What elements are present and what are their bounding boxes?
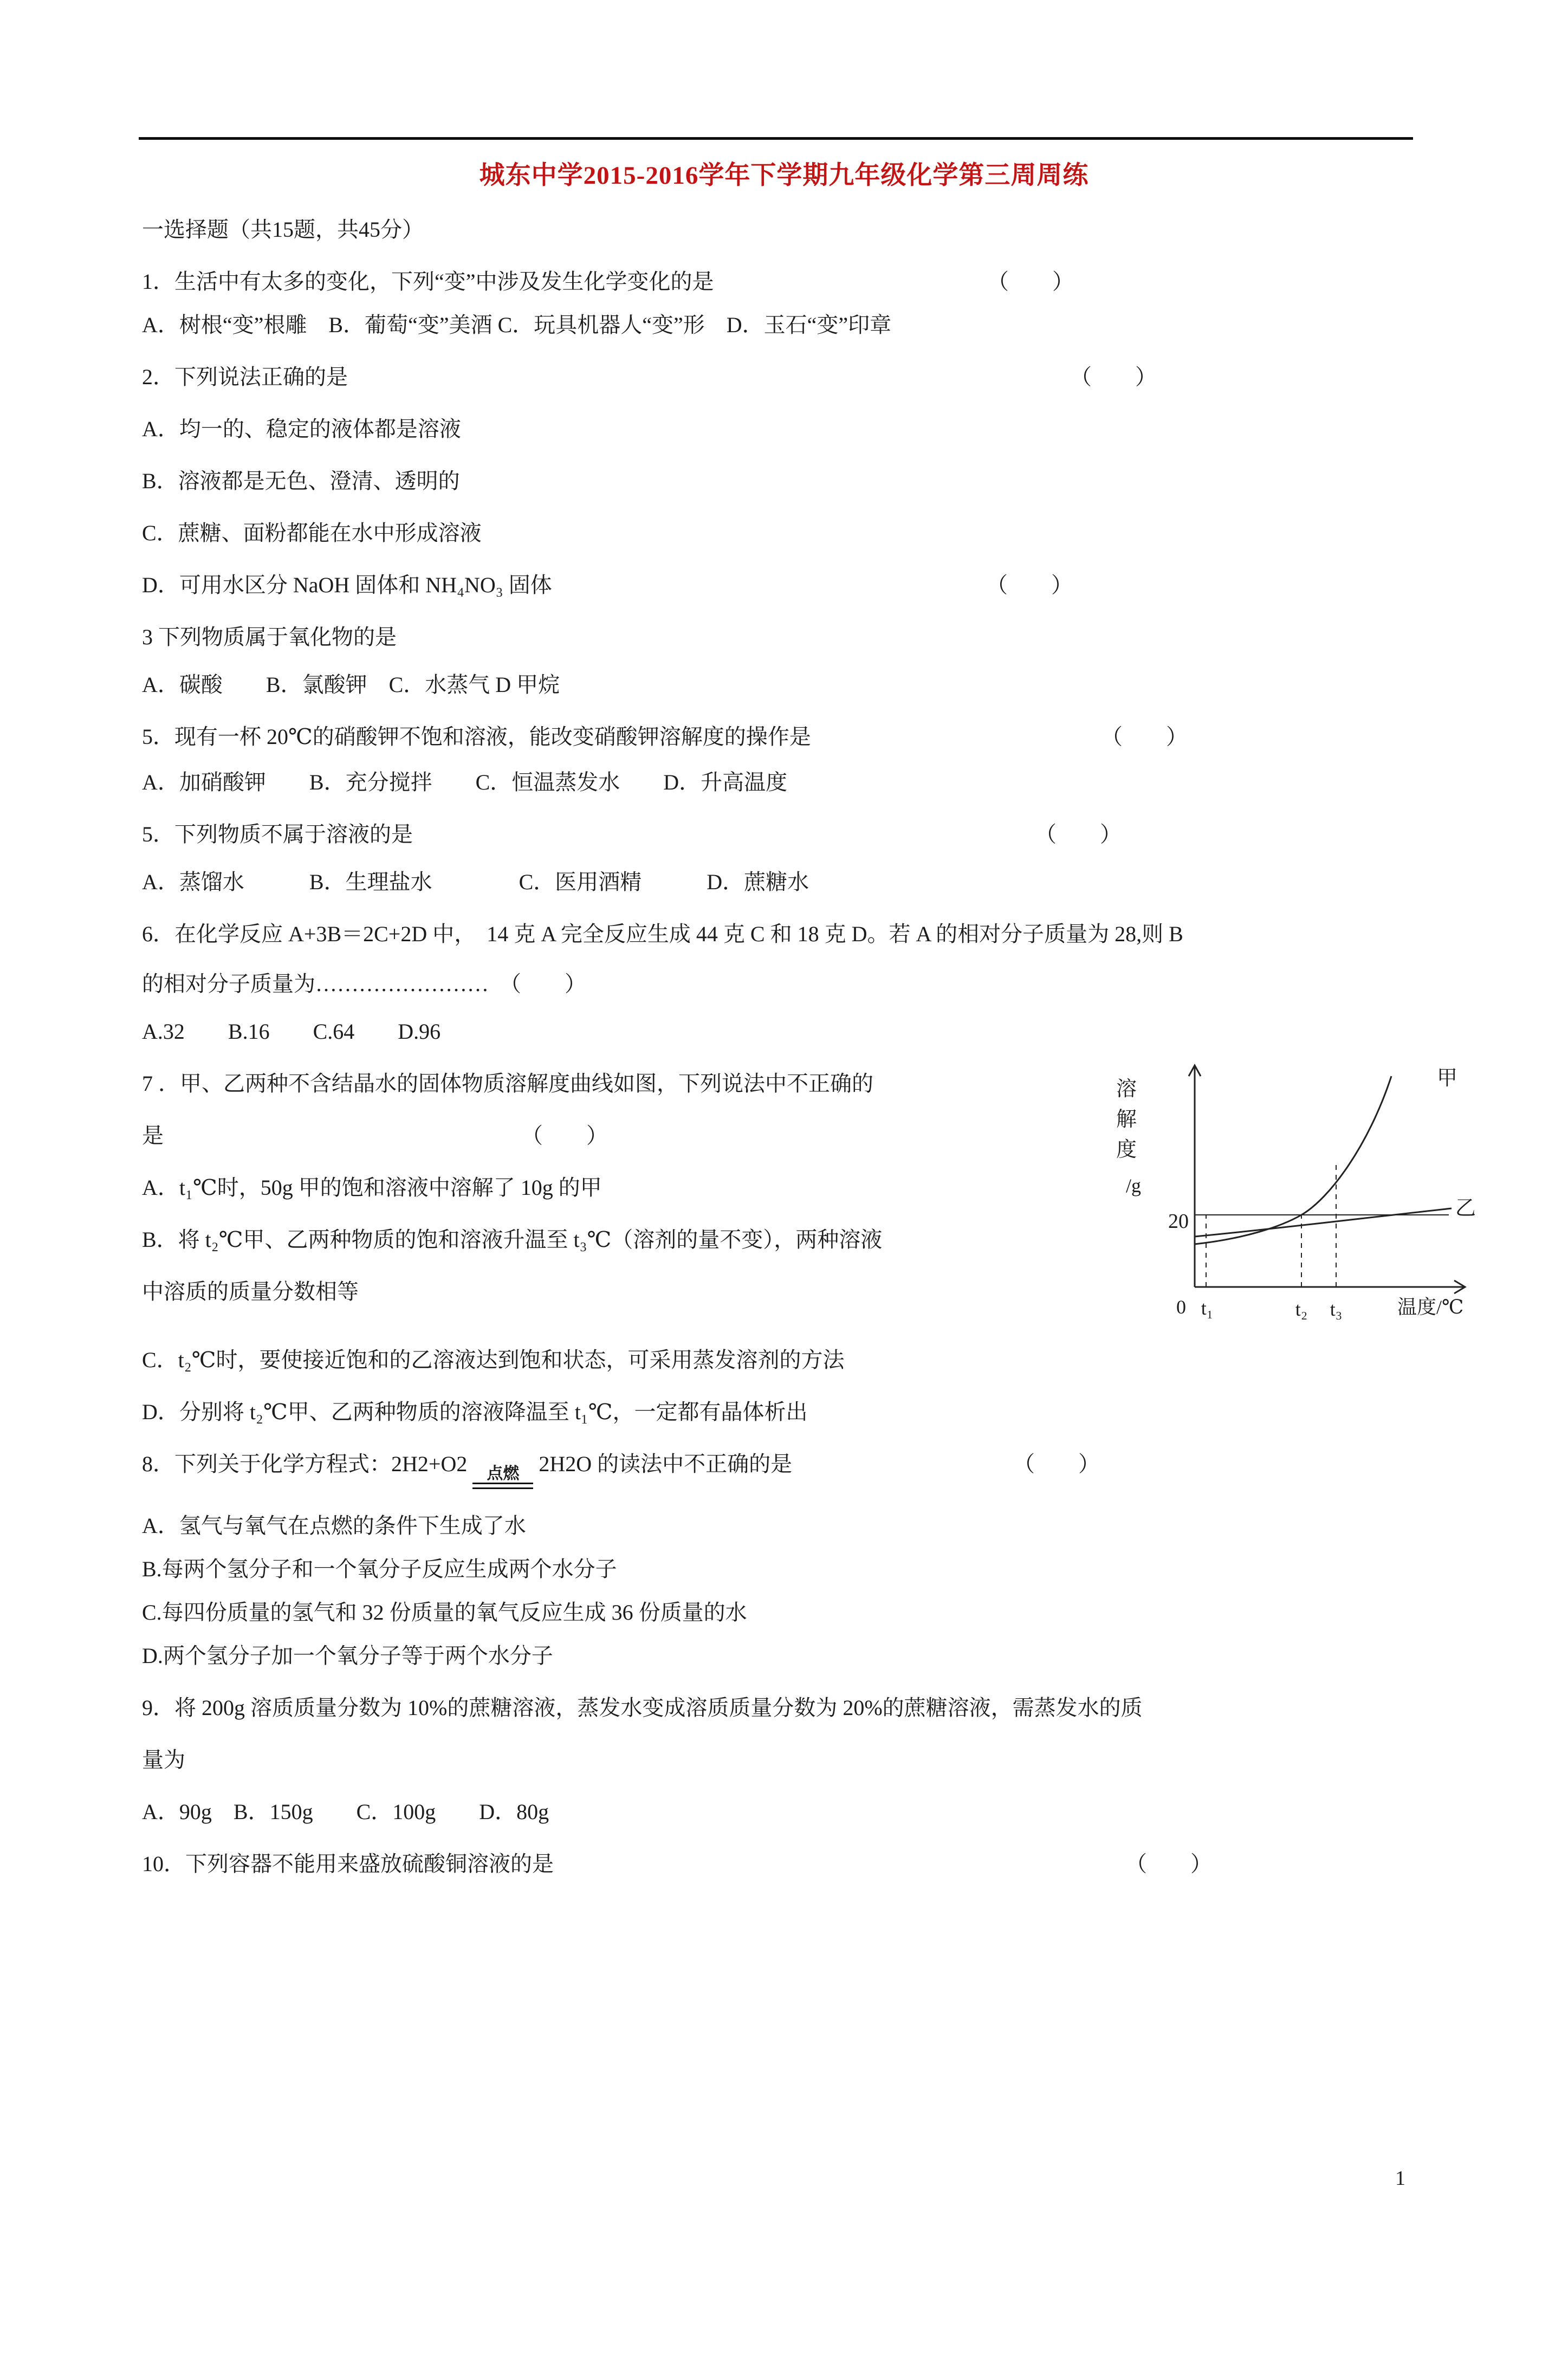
q5-options: A．蒸馏水 B．生理盐水 C．医用酒精 D．蔗糖水: [142, 870, 809, 894]
q4-answer-paren: （ ）: [1101, 724, 1188, 749]
q7-option-b-cont: 中溶质的质量分数相等: [142, 1279, 359, 1304]
x-tick-0: 0: [1176, 1296, 1186, 1318]
q6-stem-line1: 6．在化学反应 A+3B＝2C+2D 中， 14 克 A 完全反应生成 44 克 C 和 18 克 D。若 A 的相对分子质量为 28,则 B: [142, 922, 1183, 946]
q10-stem: 10．下列容器不能用来盛放硫酸铜溶液的是 （ ）: [142, 1849, 1433, 1879]
q7-option-b: B．将 t₂℃甲、乙两种物质的饱和溶液升温至 t₃℃（溶剂的量不变），两种溶液: [142, 1227, 883, 1252]
q1-options: A．树根“变”根雕 B．葡萄“变”美酒 C．玩具机器人“变”形 D．玉石“变”印章: [142, 313, 892, 337]
q1-stem: 1．生活中有太多的变化，下列“变”中涉及发生化学变化的是 （ ）: [142, 267, 1433, 297]
q10-answer-paren: （ ）: [1125, 1852, 1212, 1876]
q7-option-a: A．t₁℃时，50g 甲的饱和溶液中溶解了 10g 的甲: [142, 1175, 602, 1200]
q4-stem: 5．现有一杯 20℃的硝酸钾不饱和溶液，能改变硝酸钾溶解度的操作是 （ ）: [142, 722, 1433, 752]
y-axis-label-char1: 溶: [1116, 1078, 1137, 1101]
top-rule: [139, 137, 1413, 140]
q8-option-b: B.每两个氢分子和一个氧分子反应生成两个水分子: [142, 1557, 617, 1581]
q1-answer-paren: （ ）: [987, 269, 1074, 294]
q9-options: A．90g B．150g C．100g D．80g: [142, 1800, 549, 1824]
q7-option-c: C．t₂℃时，要使接近饱和的乙溶液达到饱和状态，可采用蒸发溶剂的方法: [142, 1348, 845, 1372]
q6-options: A.32 B.16 C.64 D.96: [142, 1019, 441, 1044]
double-line-icon: [472, 1483, 533, 1489]
q8-option-a: A．氢气与氧气在点燃的条件下生成了水: [142, 1513, 526, 1538]
q9-stem-line2: 量为: [142, 1748, 185, 1772]
page-title: 城东中学2015-2016学年下学期九年级化学第三周周练: [479, 161, 1089, 190]
x-tick-t3: t₃: [1330, 1298, 1343, 1320]
q2-option-b: B．溶液都是无色、澄清、透明的: [142, 469, 460, 493]
q8-option-c: C.每四份质量的氢气和 32 份质量的氧气反应生成 36 份质量的水: [142, 1600, 747, 1625]
q4-options: A．加硝酸钾 B．充分搅拌 C．恒温蒸发水 D．升高温度: [142, 770, 788, 794]
x-tick-t2: t₂: [1295, 1298, 1308, 1320]
series-label-yi: 乙: [1455, 1197, 1476, 1220]
y-axis-unit-label: /g: [1126, 1175, 1142, 1196]
q5-stem: 5．下列物质不属于溶液的是 （ ）: [142, 819, 1433, 850]
y-tick-20: 20: [1168, 1210, 1189, 1233]
q8-answer-paren: （ ）: [1013, 1452, 1100, 1476]
q3-options: A．碳酸 B．氯酸钾 C．水蒸气 D 甲烷: [142, 672, 560, 697]
x-tick-t1: t₁: [1201, 1297, 1214, 1319]
q2-option-a: A．均一的、稳定的液体都是溶液: [142, 417, 461, 441]
q2-option-d: D．可用水区分 NaOH 固体和 NH₄NO₃ 固体 （ ）: [142, 570, 1433, 600]
q3-stem: 3 下列物质属于氧化物的是: [142, 625, 397, 649]
q6-stem-line2: 的相对分子质量为…………………… （ ）: [142, 972, 586, 996]
page-number: 1: [1395, 2167, 1405, 2190]
exam-body: [0, 215, 1568, 1879]
q8-option-d: D.两个氢分子加一个氧分子等于两个水分子: [142, 1644, 553, 1668]
q2d-answer-paren: （ ）: [986, 573, 1073, 597]
q7-option-d: D．分别将 t₂℃甲、乙两种物质的溶液降温至 t₁℃，一定都有晶体析出: [142, 1400, 808, 1424]
series-label-jia: 甲: [1437, 1067, 1458, 1090]
q7-stem-line1: 7 ．甲、乙两种不含结晶水的固体物质溶解度曲线如图，下列说法中不正确的: [142, 1071, 873, 1096]
q5-answer-paren: （ ）: [1035, 822, 1122, 846]
q2-answer-paren: （ ）: [1070, 365, 1157, 389]
q2-option-c: C．蔗糖、面粉都能在水中形成溶液: [142, 521, 482, 545]
section-title-text: 一选择题（共15题，共45分）: [142, 217, 424, 242]
q9-stem-line1: 9．将 200g 溶质质量分数为 10%的蔗糖溶液，蒸发水变成溶质质量分数为 20%的蔗糖溶液，需蒸发水的质: [142, 1696, 1143, 1720]
q8-stem: 8．下列关于化学方程式：2H2+O2 点燃 2H2O 的读法中不正确的是 （ ）: [142, 1449, 1433, 1489]
reaction-condition: [472, 1465, 533, 1489]
condition-text: 点燃: [487, 1465, 520, 1483]
x-axis-label: 温度/℃: [1397, 1296, 1464, 1318]
y-axis-label-char2: 解: [1116, 1108, 1137, 1131]
q7-stem-line2: 是 （ ）: [142, 1121, 1433, 1151]
section-title: [142, 215, 1433, 245]
y-axis-label-char3: 度: [1116, 1138, 1137, 1161]
q7-answer-paren: （ ）: [521, 1123, 608, 1148]
q2-stem: 2．下列说法正确的是 （ ）: [142, 362, 1433, 392]
